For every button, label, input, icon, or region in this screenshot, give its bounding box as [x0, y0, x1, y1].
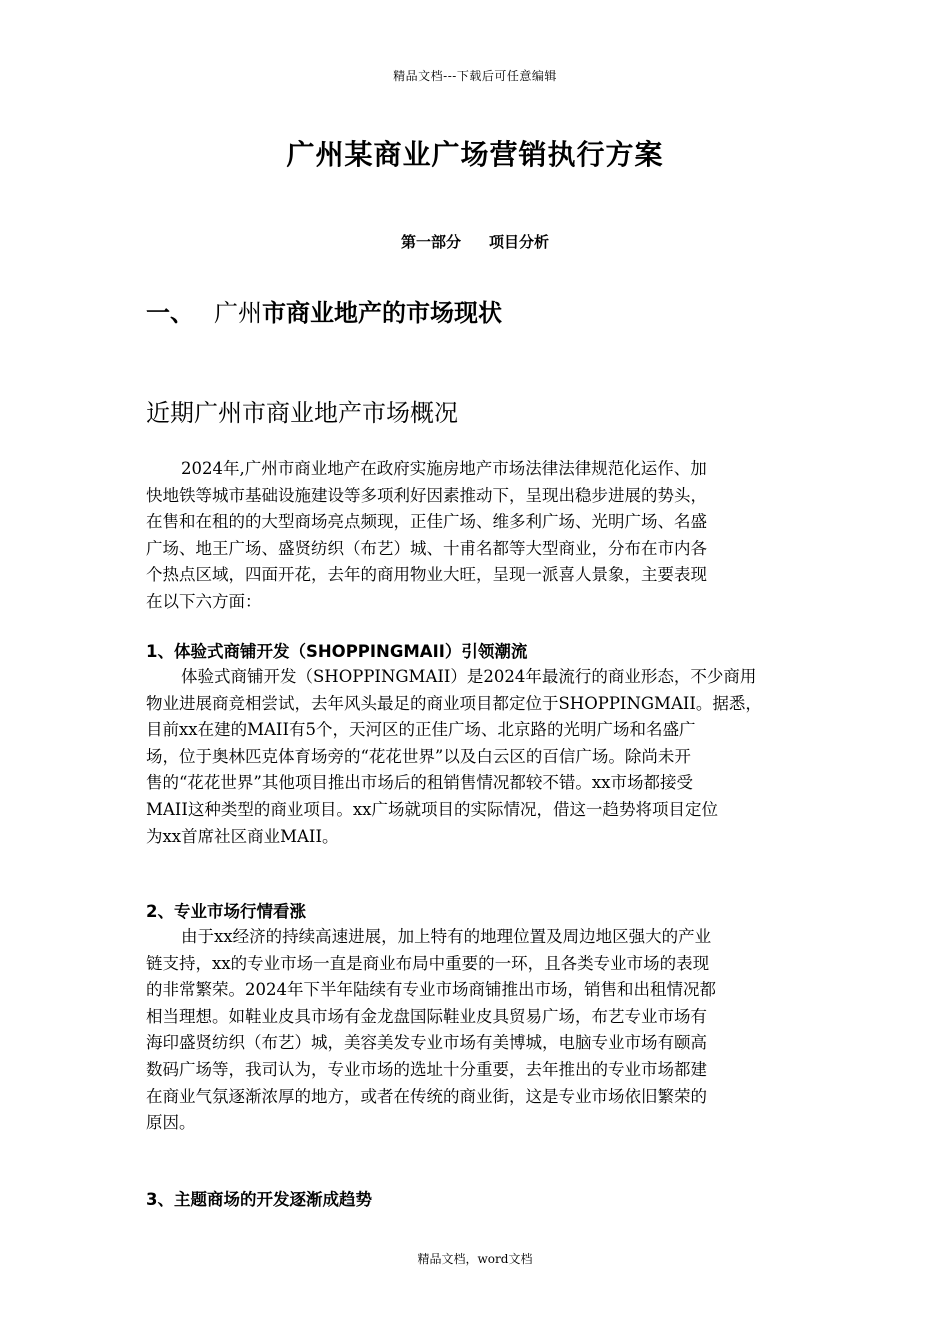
section-title-plain: 广州 [214, 299, 262, 327]
part-heading [0, 231, 950, 252]
paragraph-line: 原因。 [146, 1113, 196, 1133]
paragraph-line: 在商业气氛逐渐浓厚的地方，或者在传统的商业街，这是专业市场依旧繁荣的 [146, 1086, 707, 1106]
paragraph-line: 的非常繁荣。2024年下半年陆续有专业市场商铺推出市场，销售和出租情况都 [146, 980, 716, 1000]
paragraph-line: 个热点区域，四面开花，去年的商用物业大旺，呈现一派喜人景象，主要表现 [146, 565, 707, 585]
page-footer-note: 精品文档，word文档 [417, 1252, 533, 1266]
paragraph-line: 广场、地王广场、盛贤纺织（布艺）城、十甫名都等大型商业，分布在市内各 [146, 538, 707, 558]
paragraph-line: 2024年,广州市商业地产在政府实施房地产市场法律法律规范化运作、加 [181, 459, 707, 478]
item-3-heading: 3、主题商场的开发逐渐成趋势 [146, 1190, 372, 1209]
paragraph-line: 物业进展商竞相尝试，去年风头最足的商业项目都定位于SHOPPINGMAII。据悉， [146, 693, 762, 713]
part-name: 项目分析 [489, 233, 550, 251]
paragraph-line: 由于xx经济的持续高速进展，加上特有的地理位置及周边地区强大的产业 [181, 927, 712, 946]
section-heading [146, 293, 502, 328]
paragraph-line: 场，位于奥林匹克体育场旁的“花花世界”以及白云区的百信广场。除尚未开 [146, 746, 691, 766]
paragraph-line: 海印盛贤纺织（布艺）城，美容美发专业市场有美博城，电脑专业市场有颐高 [146, 1033, 707, 1053]
item-2-heading: 2、专业市场行情看涨 [146, 902, 306, 921]
item-2-paragraph [146, 924, 806, 1137]
document-title: 广州某商业广场营销执行方案 [286, 138, 664, 171]
paragraph-line: 体验式商铺开发（SHOPPINGMAII）是2024年最流行的商业形态，不少商用 [181, 667, 757, 686]
section-number: 一、 [146, 299, 194, 327]
paragraph-line: 在售和在租的的大型商场亮点频现，正佳广场、维多利广场、光明广场、名盛 [146, 512, 707, 532]
section-title-bold: 市商业地产的市场现状 [262, 299, 502, 327]
subsection-heading: 近期广州市商业地产市场概况 [146, 399, 458, 427]
page-header-note: 精品文档---下载后可任意编辑 [393, 69, 557, 83]
paragraph-line: 数码广场等，我司认为，专业市场的选址十分重要，去年推出的专业市场都建 [146, 1059, 707, 1079]
intro-paragraph [146, 456, 806, 616]
paragraph-line: 链支持，xx的专业市场一直是商业布局中重要的一环，且各类专业市场的表现 [146, 953, 710, 973]
paragraph-line: 相当理想。如鞋业皮具市场有金龙盘国际鞋业皮具贸易广场，布艺专业市场有 [146, 1006, 707, 1026]
item-1-heading: 1、体验式商铺开发（SHOPPINGMAII）引领潮流 [146, 642, 528, 661]
paragraph-line: 为xx首席社区商业MAII。 [146, 826, 339, 846]
paragraph-line: MAII这种类型的商业项目。xx广场就项目的实际情况，借这一趋势将项目定位 [146, 799, 718, 819]
item-1-paragraph [146, 664, 806, 850]
paragraph-line: 售的“花花世界”其他项目推出市场后的租销售情况都较不错。xx市场都接受 [146, 773, 693, 793]
part-label: 第一部分 [400, 233, 461, 251]
paragraph-line: 在以下六方面： [146, 591, 262, 611]
paragraph-line: 目前xx在建的MAII有5个，天河区的正佳广场、北京路的光明广场和名盛广 [146, 720, 696, 740]
paragraph-line: 快地铁等城市基础设施建设等多项利好因素推动下，呈现出稳步进展的势头， [146, 485, 707, 505]
